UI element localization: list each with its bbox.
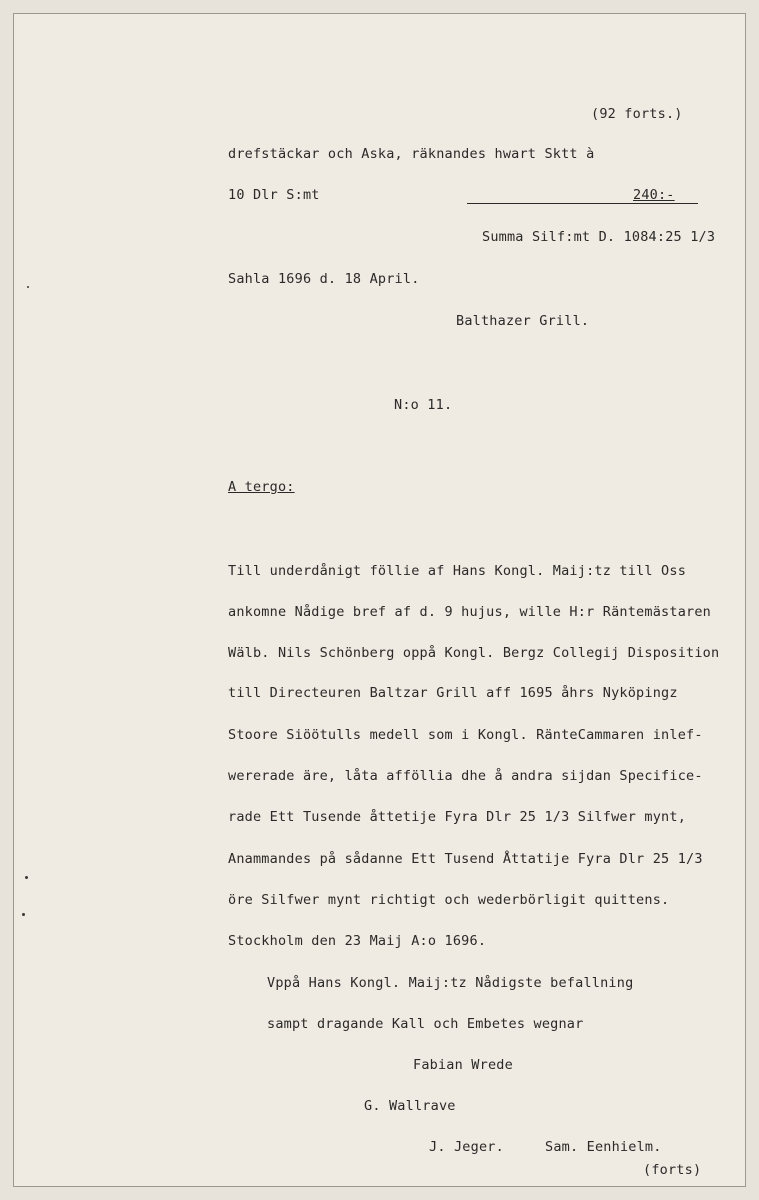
summa-line: Summa Silf:mt D. 1084:25 1/3 bbox=[482, 229, 716, 245]
number-heading: N:o 11. bbox=[394, 397, 453, 413]
body-line-6: wererade äre, låta afföllia dhe å andra sijdan Specifice- bbox=[228, 768, 703, 784]
signature-wrede: Fabian Wrede bbox=[413, 1057, 513, 1073]
body-line-10: Stockholm den 23 Maij A:o 1696. bbox=[228, 933, 487, 949]
text-line-drefstackar: drefstäckar och Aska, räknandes hwart Sktt à bbox=[228, 146, 595, 162]
signature-jeger: J. Jeger. bbox=[429, 1139, 504, 1155]
body-line-2: ankomne Nådige bref af d. 9 hujus, wille H:r Räntemästaren bbox=[228, 604, 712, 620]
a-tergo-heading: A tergo: bbox=[228, 479, 295, 495]
signature-eenhielm: Sam. Eenhielm. bbox=[545, 1139, 662, 1155]
margin-mark bbox=[22, 913, 25, 916]
place-date-line: Sahla 1696 d. 18 April. bbox=[228, 271, 420, 287]
body-line-8: Anammandes på sådanne Ett Tusend Åttatije Fyra Dlr 25 1/3 bbox=[228, 851, 703, 867]
body-line-1: Till underdånigt föllie af Hans Kongl. Maij:tz till Oss bbox=[228, 563, 687, 579]
body-line-5: Stoore Siöötulls medell som i Kongl. RänteCammaren inlef- bbox=[228, 727, 703, 743]
header-continuation: (92 forts.) bbox=[591, 106, 683, 122]
signature-wallrave: G. Wallrave bbox=[364, 1098, 456, 1114]
body-line-7: rade Ett Tusende åttetije Fyra Dlr 25 1/3 Silfwer mynt, bbox=[228, 809, 687, 825]
closing-line-1: Vppå Hans Kongl. Maij:tz Nådigste befallning bbox=[267, 975, 634, 991]
amount-rule bbox=[467, 203, 698, 204]
body-line-9: öre Silfwer mynt richtigt och wederbörligit quittens. bbox=[228, 892, 670, 908]
margin-mark bbox=[25, 876, 28, 879]
body-line-4: till Directeuren Baltzar Grill aff 1695 åhrs Nyköpingz bbox=[228, 685, 678, 701]
body-line-3: Wälb. Nils Schönberg oppå Kongl. Bergz Collegij Disposition bbox=[228, 645, 720, 661]
footer-continuation: (forts) bbox=[643, 1162, 702, 1178]
text-line-dlr: 10 Dlr S:mt bbox=[228, 187, 320, 203]
amount-240: 240:- bbox=[633, 187, 675, 203]
signer-grill: Balthazer Grill. bbox=[456, 313, 590, 329]
margin-mark bbox=[27, 286, 29, 288]
closing-line-2: sampt dragande Kall och Embetes wegnar bbox=[267, 1016, 584, 1032]
